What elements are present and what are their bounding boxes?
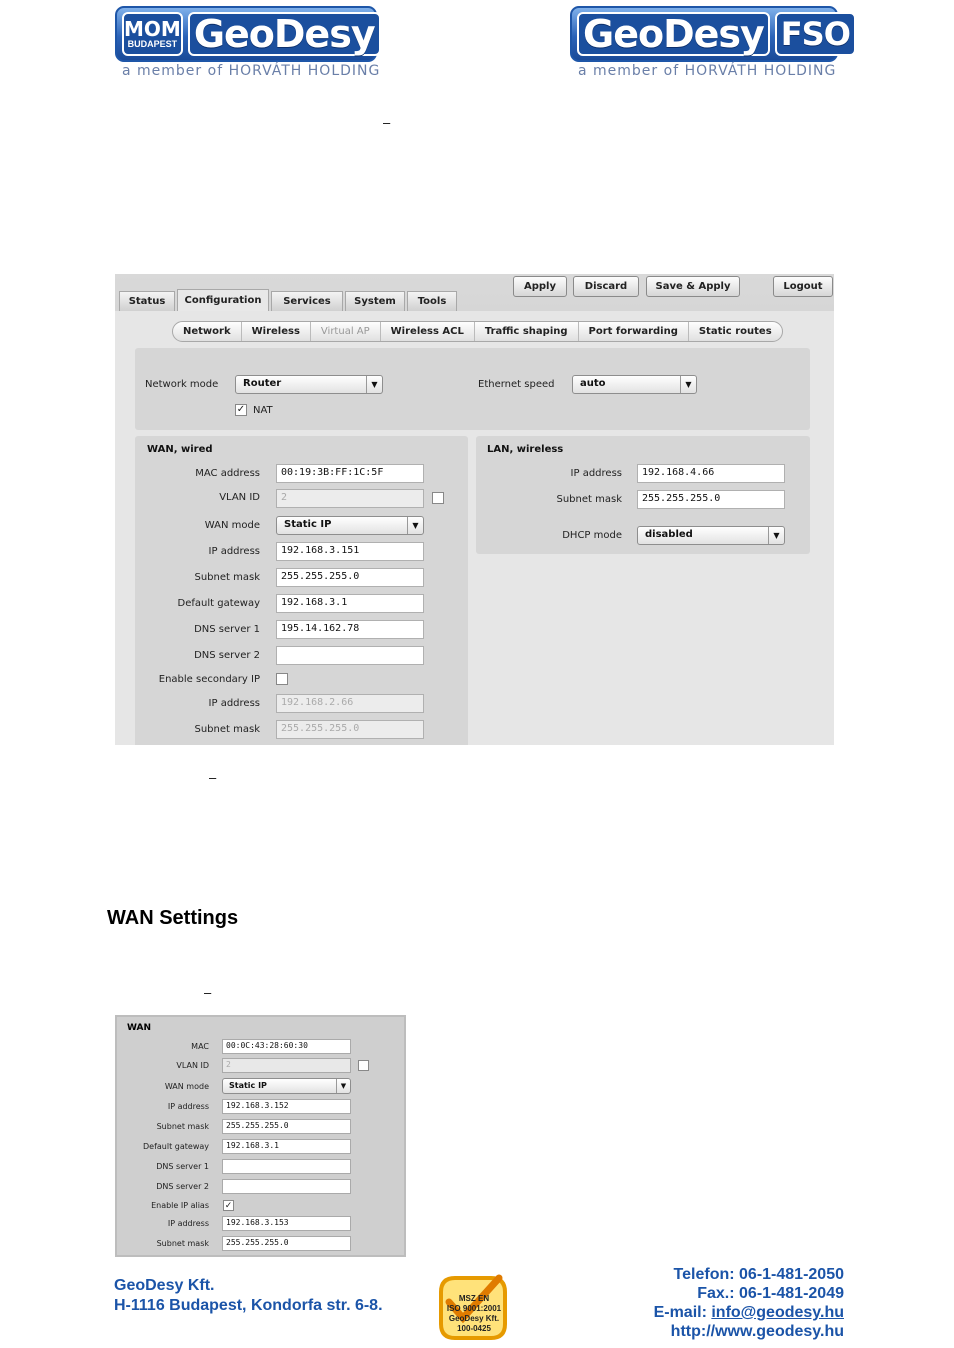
subnav-static-routes[interactable]: Static routes bbox=[698, 326, 772, 337]
secondary-mask-label: Subnet mask bbox=[194, 724, 260, 735]
secondary-ip-input: 192.168.2.66 bbox=[276, 694, 424, 713]
iso-badge bbox=[435, 1272, 511, 1342]
vlan-checkbox[interactable] bbox=[432, 492, 444, 504]
geodesy-fso-logo bbox=[570, 6, 850, 62]
wan2-vlan-checkbox[interactable] bbox=[358, 1060, 369, 1071]
dhcp-mode-value: disabled bbox=[645, 529, 693, 540]
wan2-dns2-input[interactable] bbox=[222, 1179, 351, 1194]
default-gateway-label: Default gateway bbox=[177, 598, 260, 609]
wan-mode-select[interactable] bbox=[276, 516, 424, 535]
footer-email-label: E-mail: bbox=[653, 1304, 712, 1321]
apply-button[interactable]: Apply bbox=[513, 276, 567, 297]
badge-line-4: 100-0425 bbox=[457, 1324, 491, 1333]
chevron-down-icon: ▼ bbox=[366, 376, 382, 393]
subnav-network[interactable]: Network bbox=[173, 322, 242, 341]
dash-2: – bbox=[209, 770, 217, 785]
wan2-alias-mask-label: Subnet mask bbox=[156, 1239, 209, 1248]
lan-wireless-panel bbox=[476, 436, 810, 554]
brand-text-right: GeoDesy bbox=[583, 12, 764, 56]
wan-wired-title: WAN, wired bbox=[147, 444, 213, 455]
wan-title: WAN bbox=[127, 1023, 152, 1033]
wan-mode-value: Static IP bbox=[284, 519, 332, 530]
network-mode-select[interactable] bbox=[235, 375, 383, 394]
badge-line-3: GeoDesy Kft. bbox=[448, 1314, 500, 1323]
wan2-mac-label: MAC bbox=[191, 1042, 209, 1051]
subnav bbox=[172, 321, 783, 342]
footer-email-link[interactable]: info@geodesy.hu bbox=[711, 1304, 844, 1321]
wan2-dns2-label: DNS server 2 bbox=[156, 1182, 209, 1191]
config-body bbox=[115, 311, 834, 745]
subnav-port-forwarding[interactable]: Port forwarding bbox=[579, 322, 689, 341]
geodesy-brand-box-right bbox=[577, 12, 770, 56]
chevron-down-icon: ▼ bbox=[680, 376, 696, 393]
chevron-down-icon: ▼ bbox=[768, 527, 784, 544]
section-heading-wan-settings: WAN Settings bbox=[107, 907, 239, 929]
wan2-gateway-label: Default gateway bbox=[143, 1142, 209, 1151]
wan2-dns1-input[interactable] bbox=[222, 1159, 351, 1174]
wan2-dns1-label: DNS server 1 bbox=[156, 1162, 209, 1171]
subnet-mask-label: Subnet mask bbox=[194, 572, 260, 583]
subnav-wireless[interactable]: Wireless bbox=[242, 322, 311, 341]
secondary-mask-input: 255.255.255.0 bbox=[276, 720, 424, 739]
vlan-id-label: VLAN ID bbox=[219, 492, 260, 503]
wan2-ip-alias-label: Enable IP alias bbox=[151, 1201, 209, 1210]
lan-ip-label: IP address bbox=[570, 468, 622, 479]
nat-label: NAT bbox=[253, 405, 273, 416]
fso-box bbox=[775, 12, 856, 56]
wan2-ip-input[interactable]: 192.168.3.152 bbox=[222, 1099, 351, 1114]
enable-secondary-ip-label: Enable secondary IP bbox=[158, 674, 260, 685]
ethernet-speed-value: auto bbox=[580, 378, 606, 389]
footer-company: GeoDesy Kft. bbox=[114, 1277, 215, 1294]
dns-server-1-label: DNS server 1 bbox=[194, 624, 260, 635]
subnet-mask-input[interactable]: 255.255.255.0 bbox=[276, 568, 424, 587]
brand-text: GeoDesy bbox=[193, 12, 375, 56]
mom-badge bbox=[122, 12, 183, 56]
tab-system[interactable]: System bbox=[345, 291, 405, 311]
geodesy-logo-left bbox=[115, 6, 377, 62]
vlan-id-input: 2 bbox=[276, 489, 424, 508]
wan2-mask-label: Subnet mask bbox=[156, 1122, 209, 1131]
mac-address-input[interactable]: 00:19:3B:FF:1C:5F bbox=[276, 464, 424, 483]
dash-3: – bbox=[204, 985, 212, 1000]
wan2-ip-label: IP address bbox=[167, 1102, 209, 1111]
tab-services[interactable]: Services bbox=[271, 291, 343, 311]
mom-text: MOM bbox=[124, 17, 181, 41]
lan-mask-label: Subnet mask bbox=[556, 494, 622, 505]
badge-line-2: ISO 9001:2001 bbox=[446, 1304, 502, 1313]
tab-configuration[interactable]: Configuration bbox=[177, 289, 269, 311]
discard-button[interactable]: Discard bbox=[573, 276, 639, 297]
network-mode-value: Router bbox=[243, 378, 282, 389]
lan-mask-input[interactable]: 255.255.255.0 bbox=[637, 490, 785, 509]
ethernet-speed-label: Ethernet speed bbox=[478, 379, 555, 390]
footer-phone: Telefon: 06-1-481-2050 bbox=[673, 1266, 844, 1283]
dns-server-2-label: DNS server 2 bbox=[194, 650, 260, 661]
ethernet-speed-select[interactable] bbox=[572, 375, 697, 394]
wan-mode-label: WAN mode bbox=[204, 520, 260, 531]
footer-address: H-1116 Budapest, Kondorfa str. 6-8. bbox=[114, 1297, 383, 1314]
footer-email bbox=[654, 1304, 844, 1322]
nat-checkbox[interactable]: ✓ bbox=[236, 404, 246, 415]
wan2-alias-ip-input[interactable]: 192.168.3.153 bbox=[222, 1216, 351, 1231]
default-gateway-input[interactable]: 192.168.3.1 bbox=[276, 594, 424, 613]
wan2-mode-select[interactable] bbox=[222, 1078, 351, 1094]
mac-address-label: MAC address bbox=[195, 468, 260, 479]
dhcp-mode-label: DHCP mode bbox=[562, 530, 622, 541]
dns-server-2-input[interactable] bbox=[276, 646, 424, 665]
footer-fax: Fax.: 06-1-481-2049 bbox=[697, 1285, 844, 1302]
wan-wired-panel bbox=[135, 436, 468, 745]
subnav-virtual-ap: Virtual AP bbox=[311, 322, 381, 341]
dns-server-1-input[interactable]: 195.14.162.78 bbox=[276, 620, 424, 639]
subnav-traffic-shaping[interactable]: Traffic shaping bbox=[475, 322, 579, 341]
config-screenshot bbox=[115, 274, 834, 745]
enable-secondary-ip-checkbox[interactable] bbox=[276, 673, 288, 685]
save-apply-button[interactable]: Save & Apply bbox=[646, 276, 740, 297]
wan2-mask-input[interactable]: 255.255.255.0 bbox=[222, 1119, 351, 1134]
tab-tools[interactable]: Tools bbox=[407, 291, 457, 311]
tab-status[interactable]: Status bbox=[119, 291, 175, 311]
wan2-alias-mask-input[interactable]: 255.255.255.0 bbox=[222, 1236, 351, 1251]
tagline-right: a member of HORVÁTH HOLDING bbox=[578, 63, 837, 79]
budapest-text: BUDAPEST bbox=[127, 39, 178, 49]
wan2-vlan-input: 2 bbox=[222, 1058, 351, 1073]
wan2-gateway-input[interactable]: 192.168.3.1 bbox=[222, 1139, 351, 1154]
network-mode-panel bbox=[135, 348, 810, 430]
wan2-ip-alias-checkbox[interactable]: ✓ bbox=[224, 1201, 233, 1211]
subnav-wireless-acl[interactable]: Wireless ACL bbox=[381, 322, 475, 341]
ip-address-input[interactable]: 192.168.3.151 bbox=[276, 542, 424, 561]
wan2-vlan-label: VLAN ID bbox=[176, 1061, 209, 1070]
chevron-down-icon: ▼ bbox=[407, 517, 423, 534]
wan2-mac-input[interactable]: 00:0C:43:28:60:30 bbox=[222, 1039, 351, 1054]
wan2-mode-value: Static IP bbox=[229, 1081, 267, 1090]
logout-button[interactable]: Logout bbox=[773, 276, 833, 297]
chevron-down-icon: ▼ bbox=[336, 1079, 350, 1093]
dhcp-mode-select[interactable] bbox=[637, 526, 785, 545]
dash-1: – bbox=[383, 115, 391, 130]
network-mode-label: Network mode bbox=[145, 379, 219, 390]
lan-ip-input[interactable]: 192.168.4.66 bbox=[637, 464, 785, 483]
tagline-left: a member of HORVÁTH HOLDING bbox=[122, 63, 381, 79]
wan2-alias-ip-label: IP address bbox=[167, 1219, 209, 1228]
badge-line-1: MSZ EN bbox=[458, 1294, 490, 1303]
ip-address-label: IP address bbox=[208, 546, 260, 557]
footer-web-link[interactable]: http://www.geodesy.hu bbox=[670, 1323, 844, 1340]
fso-text: FSO bbox=[780, 15, 850, 53]
wan2-mode-label: WAN mode bbox=[164, 1082, 209, 1091]
wan-screenshot bbox=[115, 1015, 406, 1257]
geodesy-brand-box bbox=[188, 12, 381, 56]
lan-wireless-title: LAN, wireless bbox=[487, 444, 564, 455]
secondary-ip-label: IP address bbox=[208, 698, 260, 709]
